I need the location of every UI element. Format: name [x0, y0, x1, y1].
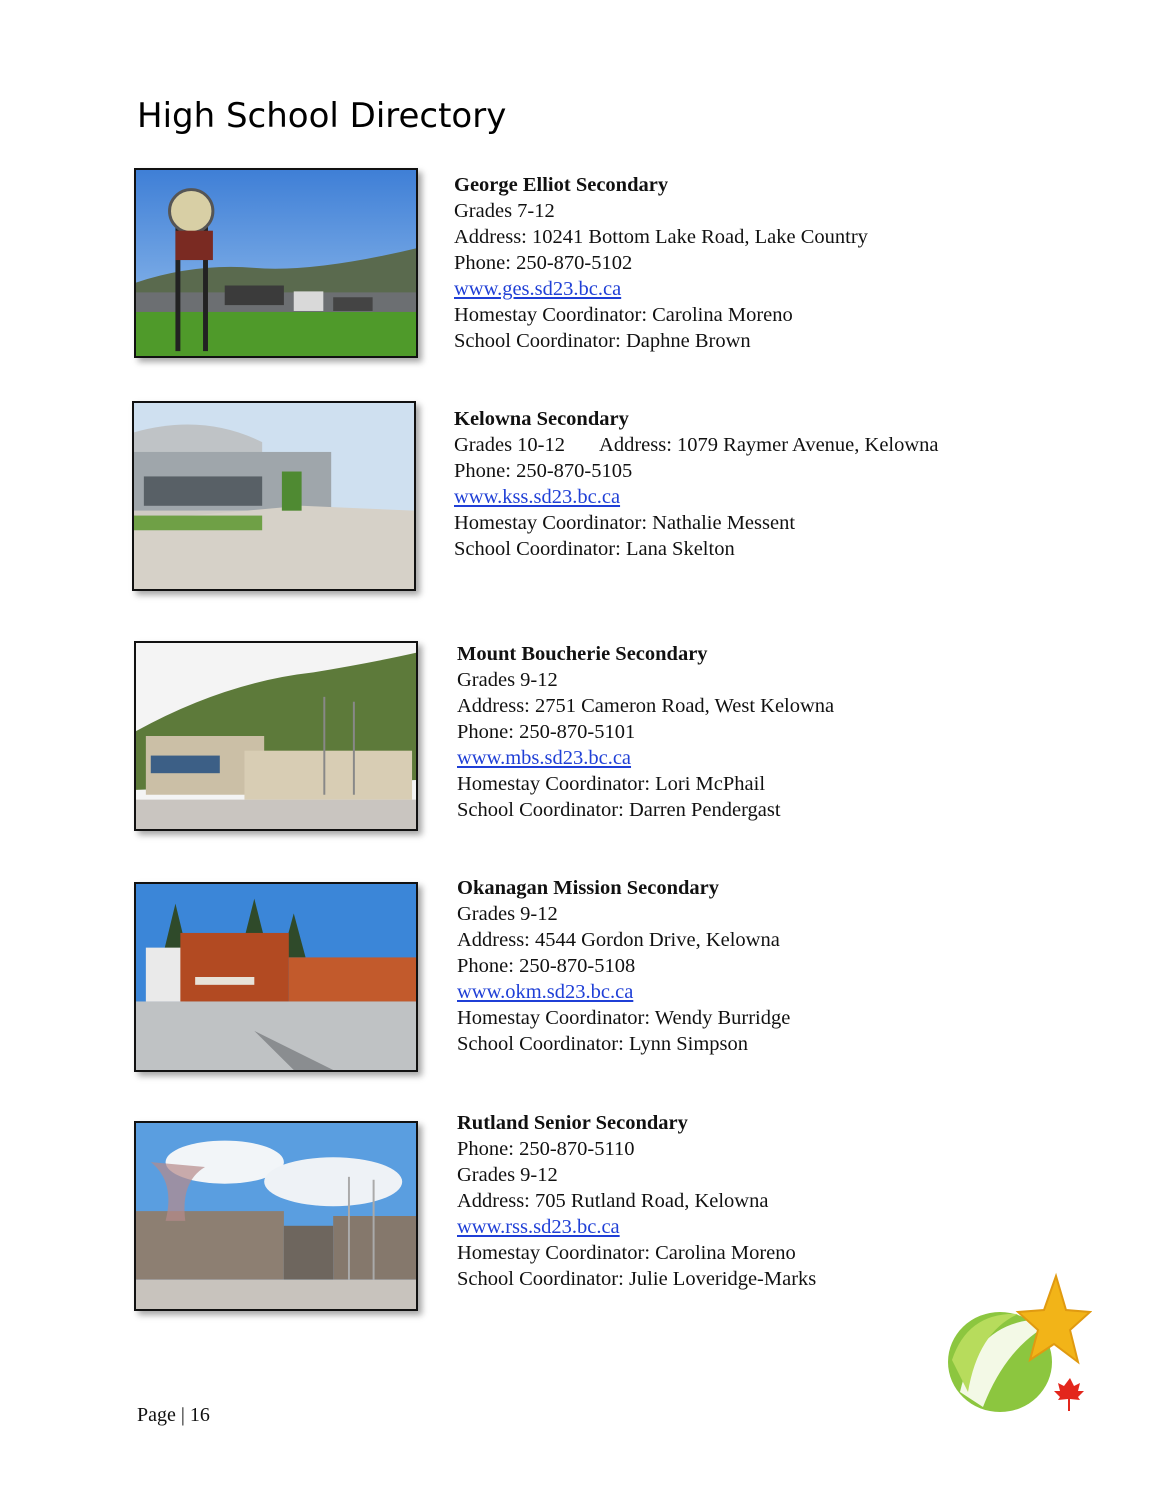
school-grades: Grades 9-12	[457, 669, 558, 691]
school-grades: Grades 7-12	[454, 200, 555, 222]
school-info-okanagan-mission	[457, 875, 790, 1057]
school-website-link[interactable]: www.ges.sd23.bc.ca	[454, 278, 622, 300]
homestay-coordinator: Homestay Coordinator: Carolina Moreno	[454, 304, 793, 326]
program-logo	[938, 1272, 1092, 1420]
school-address: Address: 2751 Cameron Road, West Kelowna	[457, 695, 835, 717]
page-footer	[137, 1404, 210, 1427]
school-website-link[interactable]: www.okm.sd23.bc.ca	[457, 981, 634, 1003]
school-info-mount-boucherie	[457, 641, 834, 823]
school-info-rutland	[457, 1110, 816, 1292]
school-phone: Phone: 250-870-5110	[457, 1138, 635, 1160]
homestay-coordinator: Homestay Coordinator: Wendy Burridge	[457, 1007, 791, 1029]
school-phone: Phone: 250-870-5108	[457, 955, 636, 977]
school-grades: Grades 9-12	[457, 1164, 558, 1186]
school-coordinator: School Coordinator: Lana Skelton	[454, 538, 735, 560]
school-address: Address: 4544 Gordon Drive, Kelowna	[457, 929, 780, 951]
school-coordinator: School Coordinator: Darren Pendergast	[457, 799, 781, 821]
school-photo-okanagan-mission	[134, 882, 418, 1072]
school-grades: Grades 9-12	[457, 903, 558, 925]
homestay-coordinator: Homestay Coordinator: Nathalie Messent	[454, 512, 796, 534]
school-phone: Phone: 250-870-5102	[454, 252, 633, 274]
school-info-george-elliot	[454, 172, 868, 354]
school-photo-rutland	[134, 1121, 418, 1311]
school-address: Address: 1079 Raymer Avenue, Kelowna	[599, 434, 939, 456]
school-name: Kelowna Secondary	[454, 408, 629, 430]
globe-star-maple-icon	[938, 1272, 1092, 1420]
footer-page-label: Page	[137, 1404, 176, 1426]
homestay-coordinator: Homestay Coordinator: Lori McPhail	[457, 773, 766, 795]
school-address: Address: 10241 Bottom Lake Road, Lake Country	[454, 226, 868, 248]
school-grades: Grades 10-12	[454, 434, 566, 456]
school-name: George Elliot Secondary	[454, 174, 669, 196]
school-photo-george-elliot	[134, 168, 418, 358]
school-phone: Phone: 250-870-5105	[454, 460, 633, 482]
school-name: Mount Boucherie Secondary	[457, 643, 708, 665]
school-address: Address: 705 Rutland Road, Kelowna	[457, 1190, 769, 1212]
footer-page-number: 16	[189, 1404, 210, 1426]
school-name: Rutland Senior Secondary	[457, 1112, 688, 1134]
school-name: Okanagan Mission Secondary	[457, 877, 719, 899]
school-info-kelowna	[454, 406, 939, 562]
school-photo-mount-boucherie	[134, 641, 418, 831]
school-coordinator: School Coordinator: Julie Loveridge-Marks	[457, 1268, 817, 1290]
school-website-link[interactable]: www.rss.sd23.bc.ca	[457, 1216, 620, 1238]
school-coordinator: School Coordinator: Lynn Simpson	[457, 1033, 748, 1055]
school-coordinator: School Coordinator: Daphne Brown	[454, 330, 751, 352]
school-website-link[interactable]: www.kss.sd23.bc.ca	[454, 486, 621, 508]
school-phone: Phone: 250-870-5101	[457, 721, 636, 743]
page-title: High School Directory	[137, 96, 507, 136]
school-website-link[interactable]: www.mbs.sd23.bc.ca	[457, 747, 632, 769]
footer-separator: |	[180, 1404, 185, 1426]
homestay-coordinator: Homestay Coordinator: Carolina Moreno	[457, 1242, 796, 1264]
school-photo-kelowna	[132, 401, 416, 591]
